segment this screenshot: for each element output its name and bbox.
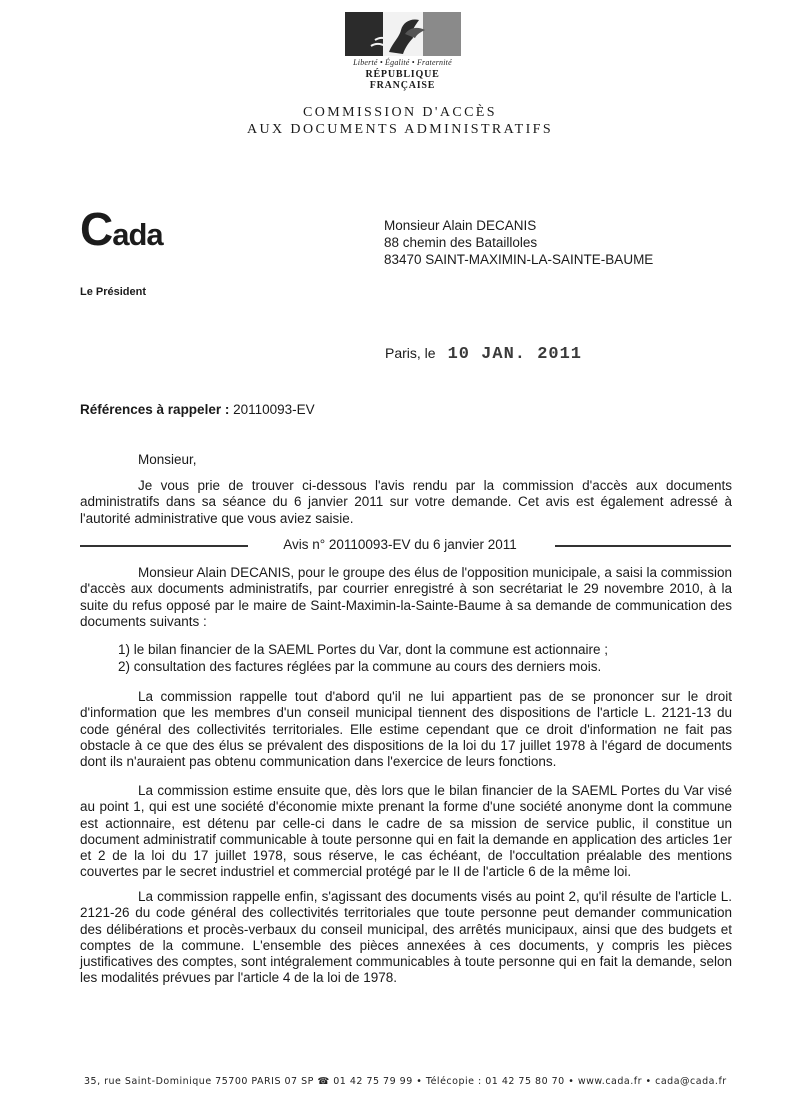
cada-logo-rest: ada (112, 217, 163, 252)
footer-contact: 35, rue Saint-Dominique 75700 PARIS 07 SP ☎ 01 42 75 79 99 • Télécopie : 01 42 75 80 70 • www.cada.fr • cada@cada.fr (84, 1076, 727, 1087)
avis-title: Avis n° 20110093-EV du 6 janvier 2011 (283, 537, 517, 552)
divider-right (555, 545, 731, 547)
date-line (385, 345, 582, 364)
paragraph-information-right: La commission rappelle tout d'abord qu'il ne lui appartient pas de se prononcer sur le droit d'information que les membres d'un conseil municipal tiennent des dispositions de l'article L. 2121-13 du code général des collectivités territoriales. Elle estime cependant que ce droit d'information ne fait pas obstacle à ce que des élus se prévalent des dispositions de la loi du 17 juillet 1978 à l'égard de documents dont ils n'auraient pas obtenu communication dans l'exercice de leurs fonctions. (80, 689, 732, 770)
recipient-address (384, 217, 653, 268)
date-stamp: 10 JAN. 2011 (447, 345, 582, 364)
divider-left (80, 545, 248, 547)
recipient-city: 83470 SAINT-MAXIMIN-LA-SAINTE-BAUME (384, 252, 654, 267)
references-label: Références à rappeler : (80, 402, 230, 417)
avis-heading (0, 537, 800, 552)
cada-logo-initial: C (80, 203, 113, 255)
paragraph-invoices: La commission rappelle enfin, s'agissant des documents visés au point 2, qu'il résulte de l'article L. 2121-26 du code général des collectivités territoriales que toute personne peut demander communication des délibérations et procès-verbaux du conseil municipal, des arrêtés municipaux, ainsi que des budgets et comptes de la commune. L'ensemble des pièces annexées à ces documents, y compris les pièces justificatives des comptes, sont intégralement communicables à toute personne qui en fait la demande, selon les modalités prévues par l'article 4 de la loi de 1978. (80, 889, 732, 986)
sender-title: Le Président (80, 286, 147, 298)
commission-line-2: AUX DOCUMENTS ADMINISTRATIFS (247, 122, 553, 137)
recipient-name: Monsieur Alain DECANIS (384, 218, 537, 233)
references (80, 402, 315, 417)
references-value: 20110093-EV (233, 402, 315, 417)
commission-line-1: COMMISSION D'ACCÈS (303, 105, 497, 120)
list-item: 1) le bilan financier de la SAEML Portes du Var, dont la commune est actionnaire ; (118, 642, 609, 657)
republic-logo (340, 12, 465, 91)
commission-heading (0, 104, 800, 138)
intro-paragraph: Je vous prie de trouver ci-dessous l'avis rendu par la commission d'accès aux documents administratifs dans sa séance du 6 janvier 2011 sur votre demande. Cet avis est également adressé à l'autorité administrative que vous aviez saisie. (80, 478, 732, 526)
republic-motto: Liberté • Égalité • Fraternité (353, 58, 452, 67)
recipient-street: 88 chemin des Batailloles (384, 235, 538, 250)
requested-documents-list (118, 641, 608, 675)
list-item: 2) consultation des factures réglées par la commune au cours des derniers mois. (118, 659, 602, 674)
date-prefix: Paris, le (385, 345, 436, 361)
republic-name: RÉPUBLIQUE FRANÇAISE (365, 69, 440, 91)
paragraph-request: Monsieur Alain DECANIS, pour le groupe des élus de l'opposition municipale, a saisi la commission d'accès aux documents administratifs, par courrier enregistré à son secrétariat le 29 novembre 2010, à la suite du refus opposé par le maire de Saint-Maximin-la-Sainte-Baume à sa demande de communication des documents suivants : (80, 565, 732, 629)
cada-logo (80, 203, 163, 255)
paragraph-financial-report: La commission estime ensuite que, dès lors que le bilan financier de la SAEML Portes du Var visé au point 1, qui est une société d'économie mixte prenant la forme d'une société anonyme dont la commune est actionnaire, est détenu par celle-ci dans le cadre de sa mission de service public, il constitue un document administratif communicable à toute personne qui en fait la demande en application des articles 1er et 2 de la loi du 17 juillet 1978, sous réserve, le cas échéant, de l'occultation préalable des mentions couvertes par le secret industriel et commercial protégé par le II de l'article 6 de la même loi. (80, 783, 732, 880)
marianne-logo-icon (345, 12, 461, 56)
salutation: Monsieur, (138, 452, 197, 467)
